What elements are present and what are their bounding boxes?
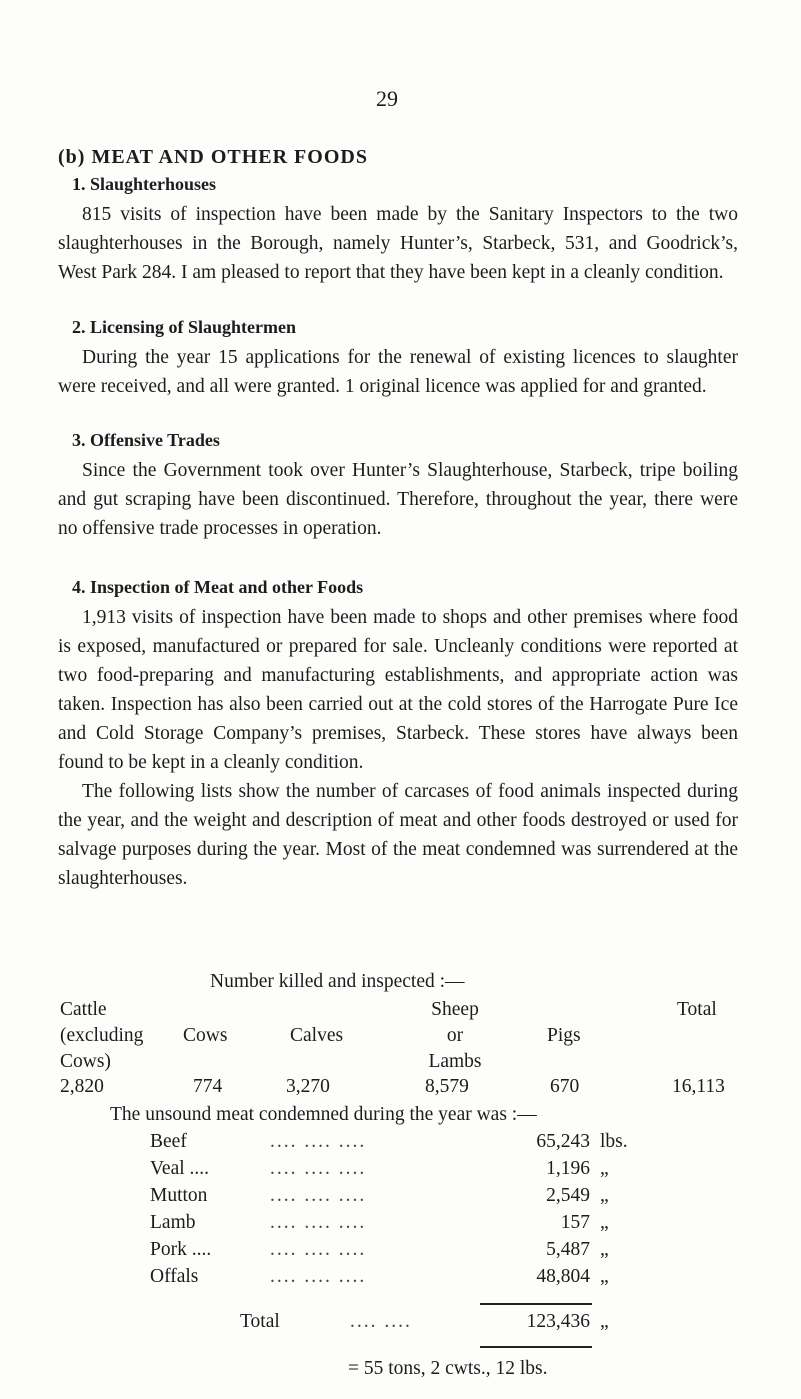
row-dots: .... .... .... — [270, 1158, 367, 1179]
killed-header-cattle: Cattle (excluding Cows) — [60, 999, 144, 1072]
row-value: 5,487 — [546, 1239, 590, 1260]
condemned-row — [150, 1212, 710, 1240]
row-value: 65,243 — [536, 1131, 590, 1152]
row-value: 157 — [560, 1212, 590, 1233]
row-dots: .... .... .... — [270, 1212, 367, 1233]
condemned-intro: The unsound meat condemned during the year was :— — [110, 1104, 537, 1125]
condemned-total-row — [150, 1311, 710, 1339]
row-dots: .... .... .... — [270, 1266, 367, 1287]
condemned-row — [150, 1266, 710, 1294]
killed-header-sheep: Sheep or Lambs — [428, 999, 482, 1072]
paragraph-text-following: The following lists show the number of carcases of food animals inspected during the year, and the weight and description of meat and other foods destroyed or used for salvage purposes during the year. Most of the meat condemned was surrendered at the slaughterhouses. — [58, 781, 738, 889]
killed-value-calves: 3,270 — [286, 1076, 330, 1097]
row-name: Mutton — [150, 1185, 208, 1206]
row-unit: „ — [600, 1185, 609, 1206]
condemned-row — [150, 1158, 710, 1186]
condemned-row — [150, 1131, 710, 1159]
total-unit: „ — [600, 1311, 609, 1332]
row-name: Pork .... — [150, 1239, 212, 1260]
subsection-heading-offensive-trades: 3. Offensive Trades — [72, 430, 220, 450]
row-unit: „ — [600, 1212, 609, 1233]
killed-value-pigs: 670 — [550, 1076, 580, 1097]
page-number: 29 — [376, 86, 398, 111]
row-name: Beef — [150, 1131, 187, 1152]
paragraph-slaughterhouses — [58, 200, 738, 287]
killed-header-pigs: Pigs — [547, 1025, 581, 1046]
killed-header-total: Total — [677, 999, 717, 1020]
equivalent-weight: = 55 tons, 2 cwts., 12 lbs. — [348, 1358, 548, 1379]
row-unit: „ — [600, 1158, 609, 1179]
total-label: Total — [240, 1311, 280, 1332]
section-heading: (b) MEAT AND OTHER FOODS — [58, 146, 368, 168]
total-rule-bottom — [480, 1346, 592, 1348]
row-dots: .... .... .... — [270, 1239, 367, 1260]
paragraph-text: 815 visits of inspection have been made by the Sanitary Inspectors to the two slaughterhouses in the Borough, namely Hunter’s, Starbeck, 531, and Goodrick’s, West Park 284. I am pleased to report that they have been kept in a cleanly condition. — [58, 204, 738, 283]
row-name: Lamb — [150, 1212, 196, 1233]
subsection-heading-licensing: 2. Licensing of Slaughtermen — [72, 317, 297, 337]
total-rule-top — [480, 1303, 592, 1305]
paragraph-text: Since the Government took over Hunter’s Slaughterhouse, Starbeck, tripe boiling and gut scraping have been discontinued. Therefore, throughout the year, there were no offensive trade processes in operation. — [58, 460, 738, 539]
killed-intro: Number killed and inspected :— — [210, 971, 465, 992]
killed-header-cows: Cows — [183, 1025, 228, 1046]
row-name: Veal .... — [150, 1158, 210, 1179]
total-dots: .... .... — [350, 1311, 412, 1332]
row-dots: .... .... .... — [270, 1131, 367, 1152]
subsection-heading-inspection: 4. Inspection of Meat and other Foods — [72, 577, 364, 597]
total-value: 123,436 — [526, 1311, 590, 1332]
killed-value-cattle: 2,820 — [60, 1076, 104, 1097]
row-name: Offals — [150, 1266, 199, 1287]
row-dots: .... .... .... — [270, 1185, 367, 1206]
killed-header-calves: Calves — [290, 1025, 344, 1046]
subsection-heading-slaughterhouses: 1. Slaughterhouses — [72, 174, 217, 194]
condemned-row — [150, 1185, 710, 1213]
paragraph-licensing — [58, 343, 738, 401]
row-unit: „ — [600, 1266, 609, 1287]
row-value: 1,196 — [546, 1158, 590, 1179]
paragraph-text: 1,913 visits of inspection have been made to shops and other premises where food is exposed, manufactured or prepared for sale. Uncleanly conditions were reported at two food-preparing and manufacturing establishments, and appropriate action was taken. Inspection has also been carried out at the cold stores of the Harrogate Pure Ice and Cold Storage Company’s premises, Starbeck. These stores have always been found to be kept in a cleanly condition. — [58, 607, 738, 773]
killed-value-cows: 774 — [193, 1076, 223, 1097]
row-unit: lbs. — [600, 1131, 628, 1152]
row-value: 48,804 — [536, 1266, 590, 1287]
paragraph-text: During the year 15 applications for the renewal of existing licences to slaughter were received, and all were granted. 1 original licence was applied for and granted. — [58, 347, 738, 397]
row-unit: „ — [600, 1239, 609, 1260]
killed-value-total: 16,113 — [672, 1076, 725, 1097]
paragraph-offensive-trades — [58, 456, 738, 543]
killed-value-sheep: 8,579 — [425, 1076, 469, 1097]
row-value: 2,549 — [546, 1185, 590, 1206]
condemned-row — [150, 1239, 710, 1267]
paragraph-inspection — [58, 603, 738, 893]
